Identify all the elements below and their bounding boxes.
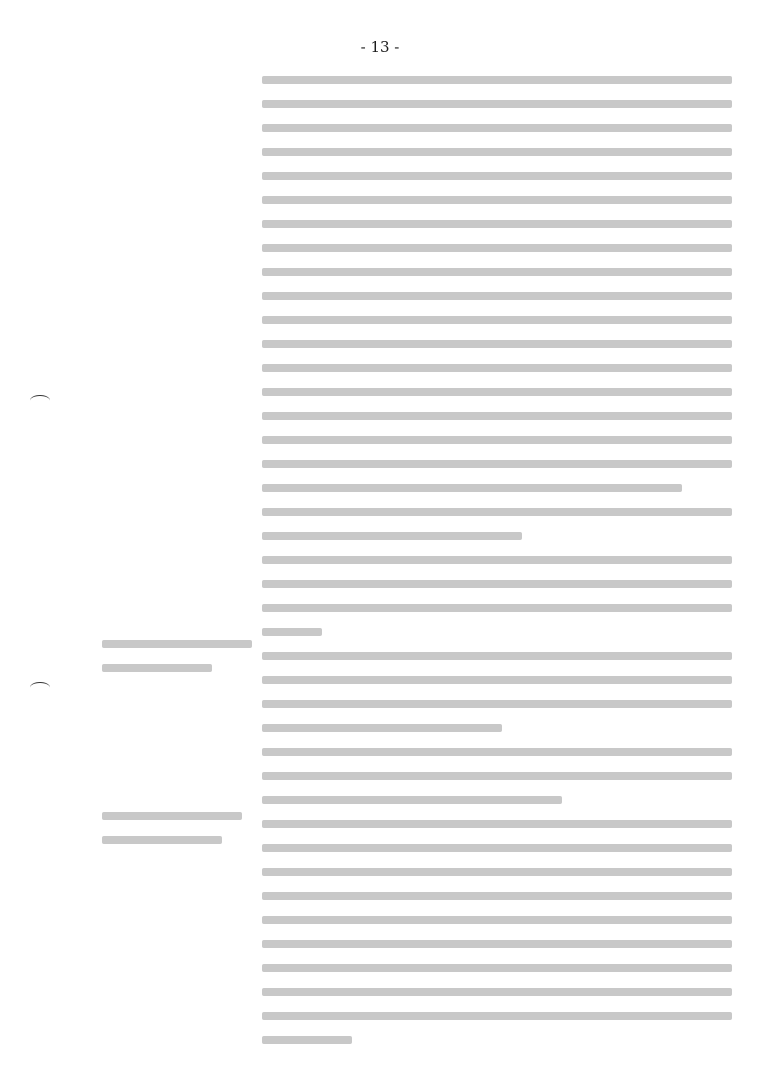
illegible-text-line [262,484,682,492]
illegible-text-line [262,1036,352,1044]
illegible-text-line [262,148,732,156]
illegible-text-line [262,340,732,348]
illegible-text-line [262,772,732,780]
illegible-text-line [262,556,732,564]
illegible-text-line [262,820,732,828]
page-number: - 13 - [360,38,400,56]
illegible-text-line [262,868,732,876]
illegible-text-line [262,364,732,372]
illegible-text-line [262,220,732,228]
illegible-text-line [262,676,732,684]
binding-hole-mark [30,682,50,693]
illegible-text-line [262,580,732,588]
illegible-text-line [102,836,222,844]
illegible-text-line [262,964,732,972]
illegible-text-line [262,76,732,84]
illegible-text-line [102,664,212,672]
illegible-text-line [262,892,732,900]
illegible-text-line [262,1012,732,1020]
illegible-text-line [262,172,732,180]
illegible-text-line [262,388,732,396]
illegible-text-line [262,316,732,324]
illegible-text-line [102,640,252,648]
binding-hole-mark [30,395,50,406]
illegible-text-line [262,124,732,132]
illegible-text-line [262,988,732,996]
illegible-text-line [262,796,562,804]
illegible-text-line [262,508,732,516]
illegible-text-line [262,436,732,444]
illegible-text-line [262,460,732,468]
illegible-text-line [262,196,732,204]
illegible-text-line [262,268,732,276]
illegible-text-line [262,748,732,756]
illegible-text-line [262,652,732,660]
illegible-text-line [262,724,502,732]
illegible-text-line [102,812,242,820]
illegible-text-line [262,940,732,948]
illegible-text-line [262,700,732,708]
illegible-text-line [262,100,732,108]
illegible-text-line [262,292,732,300]
illegible-text-line [262,916,732,924]
illegible-text-line [262,628,322,636]
illegible-text-line [262,604,732,612]
illegible-text-line [262,844,732,852]
illegible-text-line [262,412,732,420]
illegible-text-line [262,532,522,540]
illegible-text-line [262,244,732,252]
